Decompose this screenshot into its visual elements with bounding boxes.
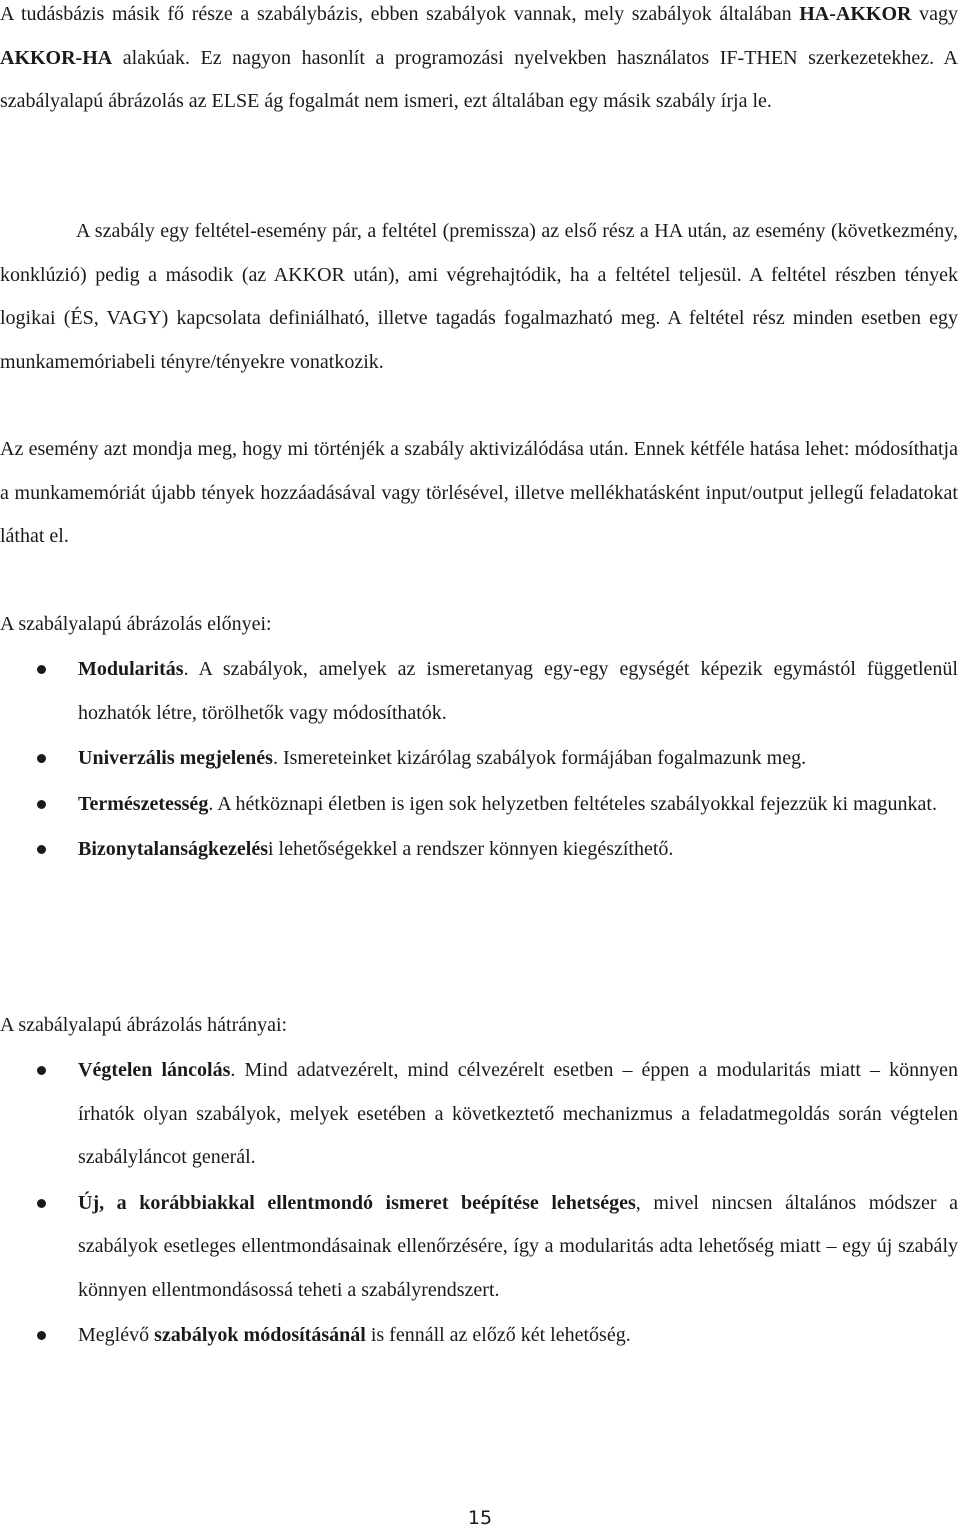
disadvantage-prefix: Meglévő: [78, 1324, 155, 1346]
advantage-term: Modularitás: [78, 658, 184, 680]
p1-bold-akkor-ha: AKKOR-HA: [0, 46, 113, 69]
bullet-icon: [37, 665, 46, 674]
disadvantages-heading: A szabályalapú ábrázolás hátrányai:: [0, 1014, 288, 1036]
advantage-term: Univerzális megjelenés: [78, 747, 273, 769]
disadvantage-term: szabályok módosításánál: [154, 1324, 366, 1346]
advantage-item: [0, 828, 958, 872]
advantages-heading: A szabályalapú ábrázolás előnyei:: [0, 613, 272, 635]
advantage-item: [0, 783, 958, 827]
disadvantages-list: [0, 1049, 958, 1360]
advantage-text: . Ismereteinket kizárólag szabályok formájában fogalmazunk meg.: [272, 747, 807, 769]
disadvantage-term: Végtelen láncolás: [78, 1059, 231, 1081]
p1-bold-ha-akkor: HA-AKKOR: [799, 3, 912, 25]
p1-text-3: alakúak. Ez nagyon hasonlít a programozási nyelvekben használatos IF-THEN szerkezetekhez. A szabályalapú ábrázolás az ELSE ág fogalmát nem ismeri, ezt általában egy másik szabály írja le.: [0, 46, 958, 112]
paragraph-rule-base: [0, 0, 958, 124]
advantage-text: . A hétköznapi életben is igen sok helyzetben feltételes szabályokkal fejezzük ki magunkat.: [208, 792, 937, 815]
advantage-text: i lehetőségekkel a rendszer könnyen kiegészíthető.: [268, 838, 674, 860]
advantages-list: [0, 648, 958, 874]
disadvantage-text: is fennáll az előző két lehetőség.: [365, 1324, 631, 1346]
bullet-icon: [37, 1066, 46, 1075]
bullet-icon: [37, 800, 46, 809]
p1-text-1: A tudásbázis másik fő része a szabálybázis, ebben szabályok vannak, mely szabályok általában: [0, 3, 800, 25]
advantage-term: Természetesség: [78, 792, 209, 815]
bullet-icon: [37, 1331, 46, 1340]
paragraph-event: Az esemény azt mondja meg, hogy mi történjék a szabály aktivizálódása után. Ennek kétféle hatása lehet: módosíthatja a munkamemóriát újabb tények hozzáadásával vagy törlésével, illetve mellékhatásként input/output jellegű feladatokat láthat el.: [0, 438, 958, 547]
advantage-term: Bizonytalanságkezelés: [78, 838, 268, 860]
advantage-text: . A szabályok, amelyek az ismeretanyag egy-egy egységét képezik egymástól függetlenül hozhatók létre, törölhetők vagy módosíthatók.: [78, 658, 958, 724]
paragraph-rule-definition: A szabály egy feltétel-esemény pár, a feltétel (premissza) az első rész a HA után, az esemény (következmény, konklúzió) pedig a második (az AKKOR után), ami végrehajtódik, ha a feltétel teljesül. A feltétel részben tények logikai (ÉS, VAGY) kapcsolata definiálható, illetve tagadás fogalmazható meg. A feltétel rész minden esetben egy munkamemóriabeli tényre/tényekre vonatkozik.: [0, 220, 958, 373]
page-number: 15: [467, 1507, 493, 1529]
advantage-item: [0, 737, 958, 781]
disadvantage-item: [0, 1049, 958, 1180]
bullet-icon: [37, 1199, 46, 1208]
disadvantage-text: . Mind adatvezérelt, mind célvezérelt esetben – éppen a modularitás miatt – könnyen írhatók olyan szabályok, melyek esetében a következtető mechanizmus a feladatmegoldás során végtelen szabályláncot generál.: [78, 1059, 958, 1168]
disadvantage-term: Új, a korábbiakkal ellentmondó ismeret beépítése lehetséges: [78, 1191, 636, 1214]
p1-text-2: vagy: [911, 3, 958, 25]
disadvantage-text: , mivel nincsen általános módszer a szabályok esetleges ellentmondásainak ellenőrzésére, így a modularitás adta lehetőség miatt – egy új szabály könnyen ellentmondásossá teheti a szabályrendszert.: [78, 1191, 958, 1301]
bullet-icon: [37, 754, 46, 763]
disadvantage-item: [0, 1182, 958, 1313]
advantage-item: [0, 648, 958, 735]
disadvantage-item: [0, 1314, 958, 1358]
bullet-icon: [37, 845, 46, 854]
